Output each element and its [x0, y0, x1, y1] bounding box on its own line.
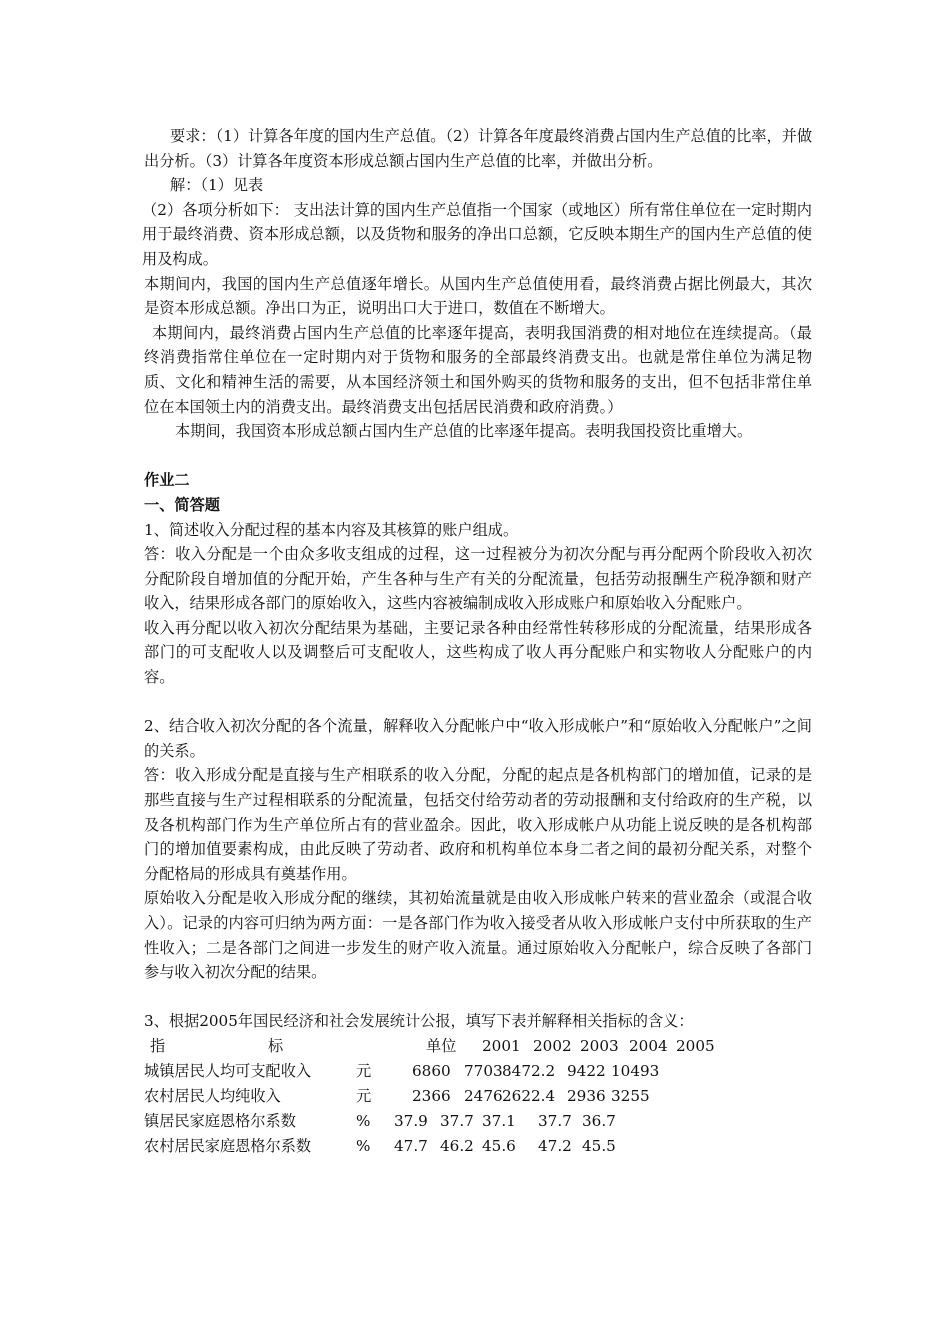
table-header-row — [144, 1034, 812, 1059]
row-value-2001: 2366 — [412, 1086, 451, 1105]
question-1-answer-1: 答：收入分配是一个由众多收支组成的过程，这一过程被分为初次分配与再分配两个阶段收入初次分配阶段自增加值的分配开始，产生各种与生产有关的分配流量，包括劳动报酬生产税净额和财产收入，结果形成各部门的原始收入，这些内容被编制成收入形成账户和原始收入分配账户。 — [144, 545, 812, 613]
header-unit: 单位 — [426, 1036, 457, 1055]
row-unit: % — [356, 1111, 371, 1130]
header-indicator-2: 标 — [268, 1036, 284, 1055]
header-year-2001: 2001 — [482, 1036, 521, 1055]
row-value-2002: 2476 — [464, 1086, 503, 1105]
row-value-2004: 47.2 — [538, 1136, 572, 1155]
header-year-2002: 2002 — [533, 1036, 572, 1055]
row-value-2001: 6860 — [412, 1061, 451, 1080]
row-value-2003: 8472.2 — [502, 1061, 556, 1080]
header-year-2004: 2004 — [629, 1036, 668, 1055]
row-value-2005: 3255 — [611, 1086, 650, 1105]
table-row — [144, 1059, 812, 1084]
analysis-paragraph-1: （2）各项分析如下： 支出法计算的国内生产总值指一个国家（或地区）所有常住单位在一定时期内用于最终消费、资本形成总额，以及货物和服务的净出口总额，它反映本期生产的国内生产总值的使用及构成。 — [142, 200, 812, 268]
row-indicator: 农村居民人均纯收入 — [144, 1086, 281, 1105]
header-year-2005: 2005 — [676, 1036, 715, 1055]
question-3: 3、根据2005年国民经济和社会发展统计公报，填写下表并解释相关指标的含义： — [144, 1012, 694, 1031]
question-1-answer-2: 收入再分配以收入初次分配结果为基础，主要记录各种由经常性转移形成的分配流量，结果形成各部门的可支配收人以及调整后可支配收人，这些构成了收人再分配账户和实物收人分配账户的内容。 — [144, 618, 812, 687]
requirement-paragraph: 要求：（1）计算各年度的国内生产总值。（2）计算各年度最终消费占国内生产总值的比率，并做出分析。（3）计算各年度资本形成总额占国内生产总值的比率，并做出分析。 — [144, 127, 813, 170]
row-value-2002: 46.2 — [440, 1136, 474, 1155]
row-value-2002: 7703 — [464, 1061, 503, 1080]
spacer — [144, 690, 812, 715]
row-value-2005: 36.7 — [582, 1111, 616, 1130]
row-unit: % — [356, 1136, 371, 1155]
question-1: 1、简述收入分配过程的基本内容及其核算的账户组成。 — [144, 520, 519, 539]
row-value-2003: 2622.4 — [502, 1086, 556, 1105]
table-row — [144, 1084, 812, 1109]
row-indicator: 农村居民家庭恩格尔系数 — [144, 1136, 312, 1155]
row-value-2005: 45.5 — [582, 1136, 616, 1155]
question-2: 2、结合收入初次分配的各个流量，解释收入分配帐户中“收入形成帐户”和“原始收入分配帐户”之间的关系。 — [144, 717, 812, 760]
analysis-paragraph-2: 本期间内，我国的国内生产总值逐年增长。从国内生产总值使用看，最终消费占据比例最大，其次是资本形成总额。净出口为正，说明出口大于进口，数值在不断增大。 — [144, 274, 812, 318]
row-value-2001: 47.7 — [394, 1136, 428, 1155]
table-row — [144, 1134, 812, 1159]
row-value-2004: 9422 — [567, 1061, 606, 1080]
statistics-table — [144, 1034, 812, 1159]
row-value-2003: 45.6 — [482, 1136, 516, 1155]
analysis-paragraph-3: 本期间内，最终消费占国内生产总值的比率逐年提高，表明我国消费的相对地位在连续提高。（最终消费指常住单位在一定时期内对于货物和服务的全部最终消费支出。也就是常住单位为满足物质、文化和精神生活的需要，从本国经济领土和国外购买的货物和服务的支出，但不包括非常住单位在本国领土内的消费支出。最终消费支出包括居民消费和政府消费。） — [144, 323, 812, 416]
row-value-2005: 10493 — [611, 1061, 660, 1080]
header-year-2003: 2003 — [580, 1036, 619, 1055]
assignment-title: 作业二 — [144, 471, 190, 490]
row-value-2004: 2936 — [567, 1086, 606, 1105]
header-indicator-1: 指 — [150, 1036, 166, 1055]
document-page — [144, 124, 812, 1159]
row-unit: 元 — [356, 1061, 372, 1080]
row-value-2001: 37.9 — [394, 1111, 428, 1130]
row-unit: 元 — [356, 1086, 372, 1105]
row-value-2002: 37.7 — [440, 1111, 474, 1130]
question-2-answer-1: 答：收入形成分配是直接与生产相联系的收入分配，分配的起点是各机构部门的增加值，记录的是那些直接与生产过程相联系的分配流量，包括交付给劳动者的劳动报酬和支付给政府的生产税，以及各机构部门作为生产单位所占有的营业盈余。因此，收入形成帐户从功能上说反映的是各机构部门的增加值要素构成，由此反映了劳动者、政府和机构单位本身二者之间的最初分配关系，对整个分配格局的形成具有奠基作用。 — [144, 766, 812, 883]
table-row — [144, 1109, 812, 1134]
analysis-paragraph-4: 本期间，我国资本形成总额占国内生产总值的比率逐年提高。表明我国投资比重增大。 — [175, 422, 753, 441]
row-value-2003: 37.1 — [482, 1111, 516, 1130]
spacer — [144, 444, 812, 469]
solution-label: 解：（1）见表 — [170, 176, 264, 195]
spacer — [144, 985, 812, 1010]
row-indicator: 城镇居民人均可支配收入 — [144, 1061, 312, 1080]
row-value-2004: 37.7 — [538, 1111, 572, 1130]
section-title: 一、简答题 — [144, 495, 220, 514]
row-indicator: 镇居民家庭恩格尔系数 — [144, 1111, 296, 1130]
question-2-answer-2: 原始收入分配是收入形成分配的继续，其初始流量就是由收入形成帐户转来的营业盈余（或混合收入）。记录的内容可归纳为两方面：一是各部门作为收入接受者从收入形成帐户支付中所获取的生产性收入；二是各部门之间进一步发生的财产收入流量。通过原始收入分配帐户，综合反映了各部门参与收入初次分配的结果。 — [144, 889, 812, 982]
